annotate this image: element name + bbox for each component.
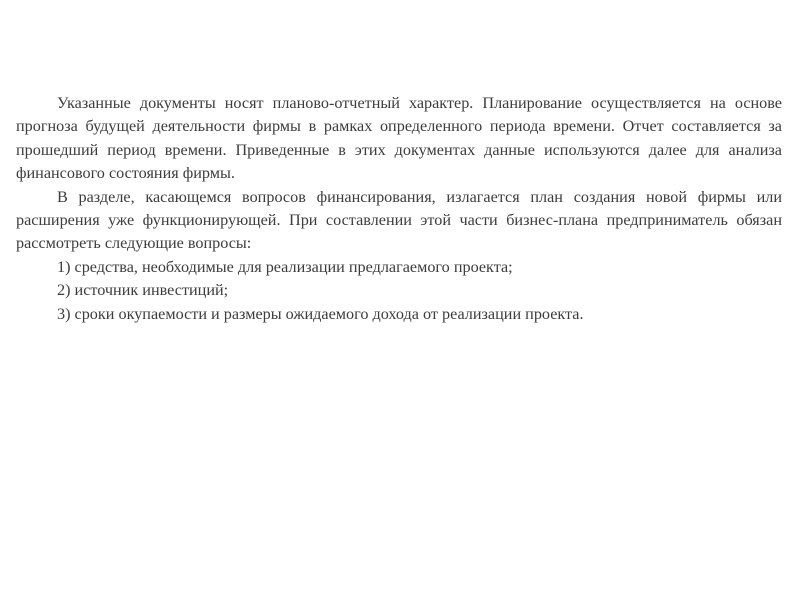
list-item-payback: 3) сроки окупаемости и размеры ожидаемого дохода от реализации проекта. <box>57 304 584 323</box>
paragraph-financing-section: В разделе, касающемся вопросов финансирования, излагается план создания новой фирмы или расширения уже функционирующей. При составлении этой части бизнес-плана предприниматель обязан рассмотреть следующие вопросы: <box>16 187 782 253</box>
list-item-funds: 1) средства, необходимые для реализации предлагаемого проекта; <box>57 257 513 276</box>
list-item-investment-source: 2) источник инвестиций; <box>57 281 229 300</box>
paragraph-plan-documents: Указанные документы носят планово-отчетный характер. Планирование осуществляется на основе прогноза будущей деятельности фирмы в рамках определенного периода времени. Отчет составляется за прошедший период времени. Приведенные в этих документах данные используются далее для анализа финансового состояния фирмы. <box>16 94 782 183</box>
document-text-block <box>16 92 782 326</box>
